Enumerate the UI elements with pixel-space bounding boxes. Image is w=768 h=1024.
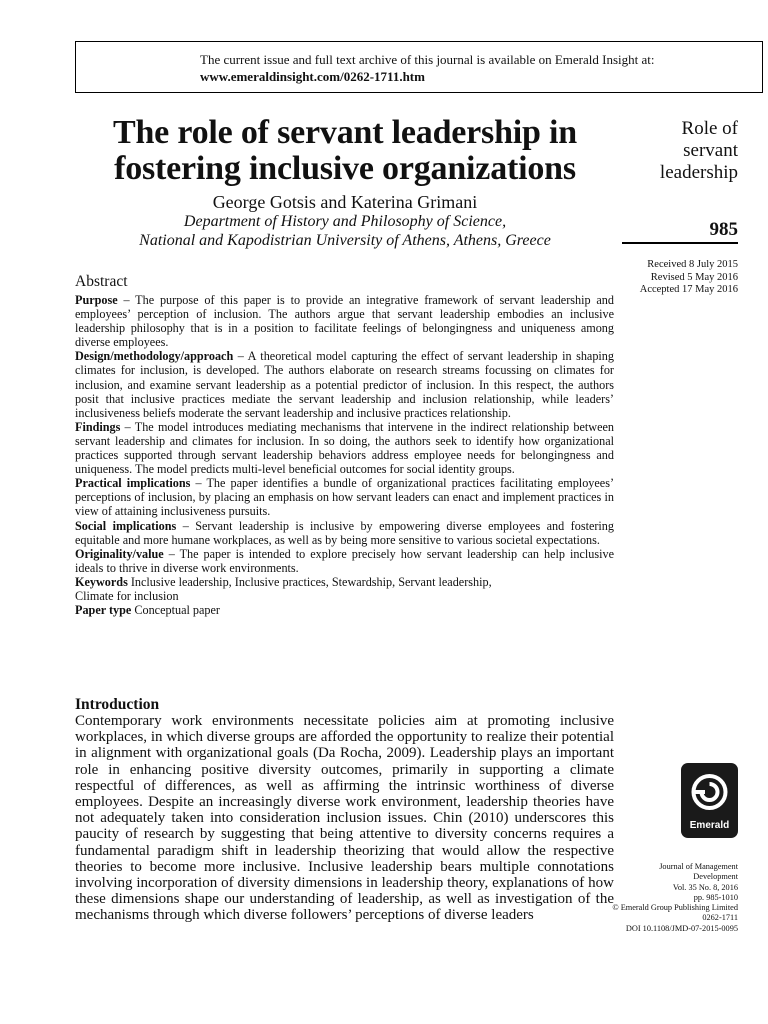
abstract-design (75, 349, 614, 419)
originality-text: – The paper is intended to explore precisely how servant leadership can help inclusive ideals to thrive in diverse work environments. (75, 546, 614, 575)
affiliation-line-2: National and Kapodistrian University of Athens, Athens, Greece (139, 232, 551, 249)
originality-label: Originality/value (75, 546, 164, 561)
findings-text: – The model introduces mediating mechanisms that intervene in the indirect relationship between servant leadership and climates for inclusion. In so doing, the authors seek to identify how organizational practices supported through servant leadership behaviors address employee needs for belongingness and uniqueness. The model predicts multi-level beneficial outcomes for social identity groups. (75, 419, 614, 477)
received-date: Received 8 July 2015 (647, 259, 738, 270)
article-title (75, 115, 615, 187)
availability-notice-text: The current issue and full text archive of this journal is available on Emerald Insight at: (200, 52, 655, 67)
social-text: – Servant leadership is inclusive by empowering diverse employees and fostering equitable and more humane workplaces, as well as by being more sensitive to various societal expectations. (75, 518, 614, 547)
running-head-line-2: servant (683, 140, 738, 161)
authors: George Gotsis and Katerina Grimani (212, 192, 478, 212)
design-label: Design/methodology/approach (75, 349, 234, 364)
running-head-line-3: leadership (659, 162, 738, 183)
practical-text: – The paper identifies a bundle of organizational practices facilitating employees’ perceptions of inclusion, by placing an emphasis on how servant leaders can enact and implement practices in view of attaining inclusiveness pursuits. (75, 476, 614, 519)
introduction-text: Contemporary work environments necessitate policies aim at promoting inclusive workplaces, in which diverse groups are afforded the opportunity to realize their potential in alignment with organizational goals (Da Rocha, 2009). Leadership plays an important role in enhancing positive diversity outcomes, primarily in supporting a climate respectful of differences, as well as affirming the intrinsic worthiness of diverse employees. Despite an increasingly diverse work environment, leadership theories have not adequately taken into consideration inclusion issues. Chin (2010) underscores this paucity of research by suggesting that being attentive to diversity concerns requires a fundamental paradigm shift in leadership theorizing that would allow the respective theories to become more inclusive. Inclusive leadership bears multiple connotations involving incorporation of diversity dimensions in leadership theory, explanations of how these dimensions shape our understanding of leadership, as well as investigation of the mechanisms through which diverse followers’ perceptions of diverse leaders (75, 713, 614, 924)
purpose-label: Purpose (75, 293, 118, 307)
title-line-1: The role of servant leadership in (112, 114, 578, 151)
keywords-text: Inclusive leadership, Inclusive practices, Stewardship, Servant leadership, (127, 574, 492, 589)
paper-type-label: Paper type (75, 603, 132, 618)
abstract-paper-type (75, 603, 614, 617)
running-head (608, 118, 738, 184)
paper-type-text: Conceptual paper (131, 603, 220, 618)
keywords-text-2: Climate for inclusion (75, 588, 179, 603)
practical-label: Practical implications (75, 476, 191, 491)
journal-pages: pp. 985-1010 (693, 892, 738, 902)
design-text: – A theoretical model capturing the effect of servant leadership in shaping climates for inclusion, is developed. The authors elaborate on research streams focussing on climates for inclusion, and examine servant leadership as a potential predictor of inclusion. In this respect, the authors posit that inclusive practices mediate the servant leadership and inclusion relationship, while leaders’ inclusiveness beliefs moderate the servant leadership and inclusive practices relationship. (75, 349, 614, 420)
accepted-date: Accepted 17 May 2016 (639, 284, 738, 295)
affiliation-line-1: Department of History and Philosophy of Science, (183, 213, 507, 230)
abstract-keywords (75, 575, 614, 603)
social-label: Social implications (75, 518, 177, 533)
journal-doi[interactable]: DOI 10.1108/JMD-07-2015-0095 (625, 923, 738, 933)
journal-copyright: © Emerald Group Publishing Limited (612, 903, 738, 913)
page-number: 985 (709, 219, 738, 240)
emerald-logo-text: Emerald (689, 820, 730, 831)
abstract-findings (75, 420, 614, 476)
abstract-practical (75, 476, 614, 518)
keywords-label: Keywords (75, 574, 128, 589)
findings-label: Findings (75, 419, 121, 434)
journal-name-1: Journal of Management (659, 862, 738, 871)
journal-volume: Vol. 35 No. 8, 2016 (672, 882, 738, 892)
abstract-heading: Abstract (75, 273, 128, 290)
journal-name-2: Development (693, 872, 738, 882)
journal-url-link[interactable]: www.emeraldinsight.com/0262-1711.htm (200, 69, 425, 84)
title-line-2: fostering inclusive organizations (114, 150, 576, 187)
abstract-social (75, 519, 614, 547)
abstract-purpose (75, 293, 614, 349)
abstract-originality (75, 547, 614, 575)
emerald-logo (681, 763, 738, 838)
journal-issn: 0262-1711 (702, 913, 738, 923)
abstract-body (75, 293, 614, 617)
purpose-text: – The purpose of this paper is to provide an integrative framework of servant leadership and employees’ perception of inclusion. The authors argue that servant leadership embodies an inclusive leadership philosophy that is in a position to facilitate feelings of belongingness and uniqueness among diverse employees. (75, 293, 614, 350)
revised-date: Revised 5 May 2016 (650, 271, 738, 283)
introduction-heading: Introduction (75, 696, 160, 713)
divider-rule (622, 242, 738, 244)
journal-info (598, 862, 738, 934)
running-head-line-1: Role of (681, 118, 738, 139)
emerald-logo-icon (689, 771, 730, 813)
availability-notice-box (75, 41, 763, 93)
article-dates (640, 259, 738, 297)
